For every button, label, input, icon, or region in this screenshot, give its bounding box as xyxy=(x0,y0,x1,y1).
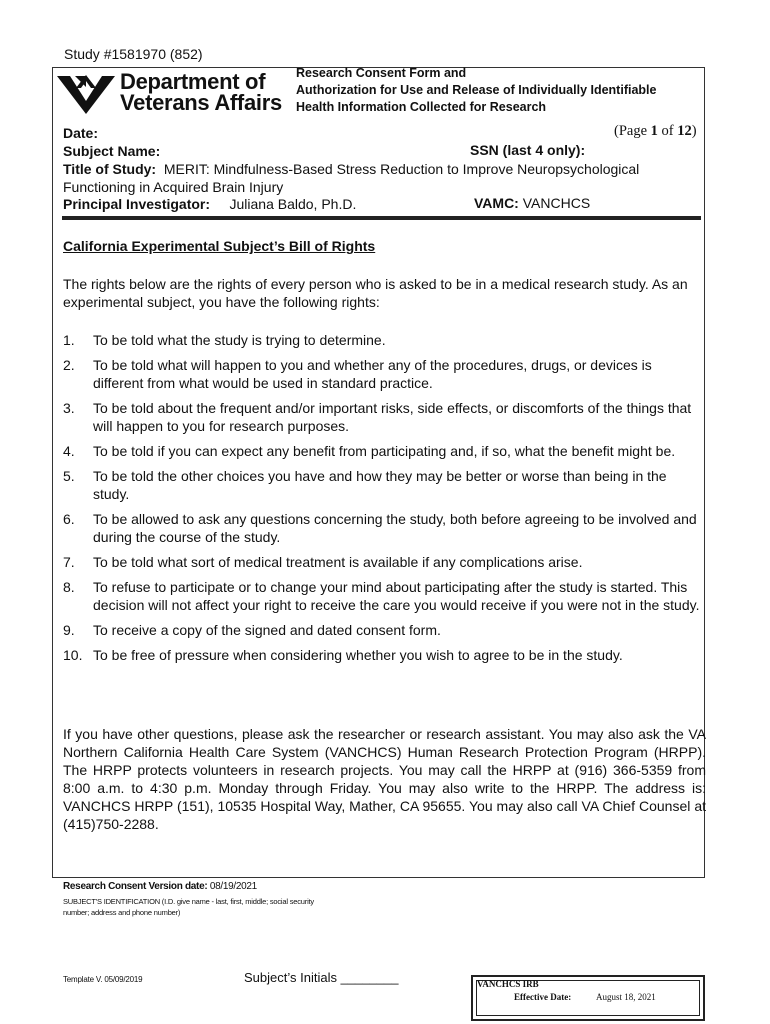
rights-item-text: To receive a copy of the signed and dated consent form. xyxy=(93,622,441,638)
rights-item xyxy=(63,553,703,571)
rights-item-number: 1. xyxy=(63,332,75,348)
rights-item-text: To be told the other choices you have and how they may be better or worse than being in the study. xyxy=(93,468,667,502)
rights-item-text: To be told what will happen to you and whether any of the procedures, drugs, or devices is different from what would be used in standard practice. xyxy=(93,357,652,391)
page-suffix: ) xyxy=(691,123,697,139)
version-label: Research Consent Version date: xyxy=(63,881,208,892)
rights-item xyxy=(63,467,703,503)
rights-item-text: To be told about the frequent and/or important risks, side effects, or discomforts of the things that will happen to you for research purposes. xyxy=(93,400,692,434)
vamc xyxy=(474,195,590,211)
date-label: Date: xyxy=(63,125,99,141)
page-prefix: (Page xyxy=(614,123,651,139)
va-emblem-icon xyxy=(56,70,116,114)
pi-label: Principal Investigator: xyxy=(63,196,211,212)
effective-date-value: August 18, 2021 xyxy=(596,992,656,1002)
rights-item xyxy=(63,510,703,546)
rights-list xyxy=(63,331,703,671)
rights-item xyxy=(63,578,703,614)
department-line-2: Veterans Affairs xyxy=(120,90,282,115)
irb-stamp xyxy=(471,975,705,1021)
rights-item-number: 10. xyxy=(63,647,83,663)
rights-item-number: 4. xyxy=(63,443,75,459)
rights-item-number: 9. xyxy=(63,622,75,638)
rights-item-number: 3. xyxy=(63,400,75,416)
effective-date-label: Effective Date: xyxy=(514,992,572,1002)
rights-item-text: To be told what sort of medical treatment is available if any complications arise. xyxy=(93,554,583,570)
rights-item-text: To be told if you can expect any benefit from participating and, if so, what the benefit might be. xyxy=(93,443,676,459)
version-date: 08/19/2021 xyxy=(209,881,257,892)
page-of: of xyxy=(657,123,678,139)
bill-of-rights-title: California Experimental Subject’s Bill of Rights xyxy=(63,238,376,254)
vamc-value: VANCHCS xyxy=(522,195,591,211)
title-label: Title of Study: xyxy=(63,161,157,177)
rights-item-text: To be told what the study is trying to determine. xyxy=(93,332,386,348)
rights-item-number: 7. xyxy=(63,554,75,570)
rights-item-number: 8. xyxy=(63,579,75,595)
principal-investigator xyxy=(63,195,356,213)
va-logo xyxy=(56,70,284,116)
contact-paragraph: If you have other questions, please ask the researcher or research assistant. You may also ask the VA Northern California Health Care System (VANCHCS) Human Research Protection Program (HRPP). The HRPP protects volunteers in research projects. You may call the HRPP at (916) 366-5359 from 8:00 a.m. to 4:30 p.m. Monday through Friday. You may also write to the HRPP. The address is: VANCHCS HRPP (151), 10535 Hospital Way, Mather, CA 95655. You may also call VA Chief Counsel at (415)750-2288. xyxy=(63,726,706,832)
page-current: 1 xyxy=(650,123,658,139)
irb-title: VANCHCS IRB xyxy=(477,979,539,989)
subject-identification: SUBJECT'S IDENTIFICATION (I.D. give name - last, first, middle; social security number; address and phone number) xyxy=(63,897,314,917)
department-line-1: Department of xyxy=(120,69,266,94)
page-number xyxy=(614,123,697,140)
rights-item xyxy=(63,442,703,460)
rights-item xyxy=(63,399,703,435)
rights-item-text: To be allowed to ask any questions concerning the study, both before agreeing to be involved and during the course of the study. xyxy=(93,511,697,545)
consent-version xyxy=(63,881,257,892)
header-rule xyxy=(62,216,701,220)
rights-item xyxy=(63,331,703,349)
study-id: Study #1581970 (852) xyxy=(64,46,203,62)
rights-item-text: To be free of pressure when considering whether you wish to agree to be in the study. xyxy=(93,647,623,663)
rights-item-number: 2. xyxy=(63,357,75,373)
template-version: Template V. 05/09/2019 xyxy=(63,975,143,984)
ssn-label: SSN (last 4 only): xyxy=(470,142,586,158)
rights-item xyxy=(63,646,703,664)
rights-item-number: 6. xyxy=(63,511,75,527)
subject-initials-field[interactable]: Subject’s Initials ________ xyxy=(244,970,399,985)
form-title xyxy=(296,65,656,116)
page-total: 12 xyxy=(677,123,692,139)
rights-item xyxy=(63,621,703,639)
intro-paragraph: The rights below are the rights of every person who is asked to be in a medical research study. As an experimental subject, you have the following rights: xyxy=(63,276,688,310)
vamc-label: VAMC: xyxy=(474,195,519,211)
rights-item-text: To refuse to participate or to change your mind about participating after the study is started. This decision will not affect your right to receive the care you would receive if you were not in the study. xyxy=(93,579,700,613)
rights-item xyxy=(63,356,703,392)
rights-item-number: 5. xyxy=(63,468,75,484)
form-title-line-1: Research Consent Form and xyxy=(296,66,467,80)
title-of-study xyxy=(63,160,703,196)
pi-value: Juliana Baldo, Ph.D. xyxy=(229,196,357,212)
form-title-line-2: Authorization for Use and Release of Individually Identifiable xyxy=(296,83,657,97)
department-name xyxy=(120,71,282,113)
title-value: MERIT: Mindfulness-Based Stress Reduction to Improve Neuropsychological Functioning in Acquired Brain Injury xyxy=(63,161,640,195)
subject-name-label: Subject Name: xyxy=(63,143,161,159)
form-title-line-3: Health Information Collected for Research xyxy=(296,100,547,114)
